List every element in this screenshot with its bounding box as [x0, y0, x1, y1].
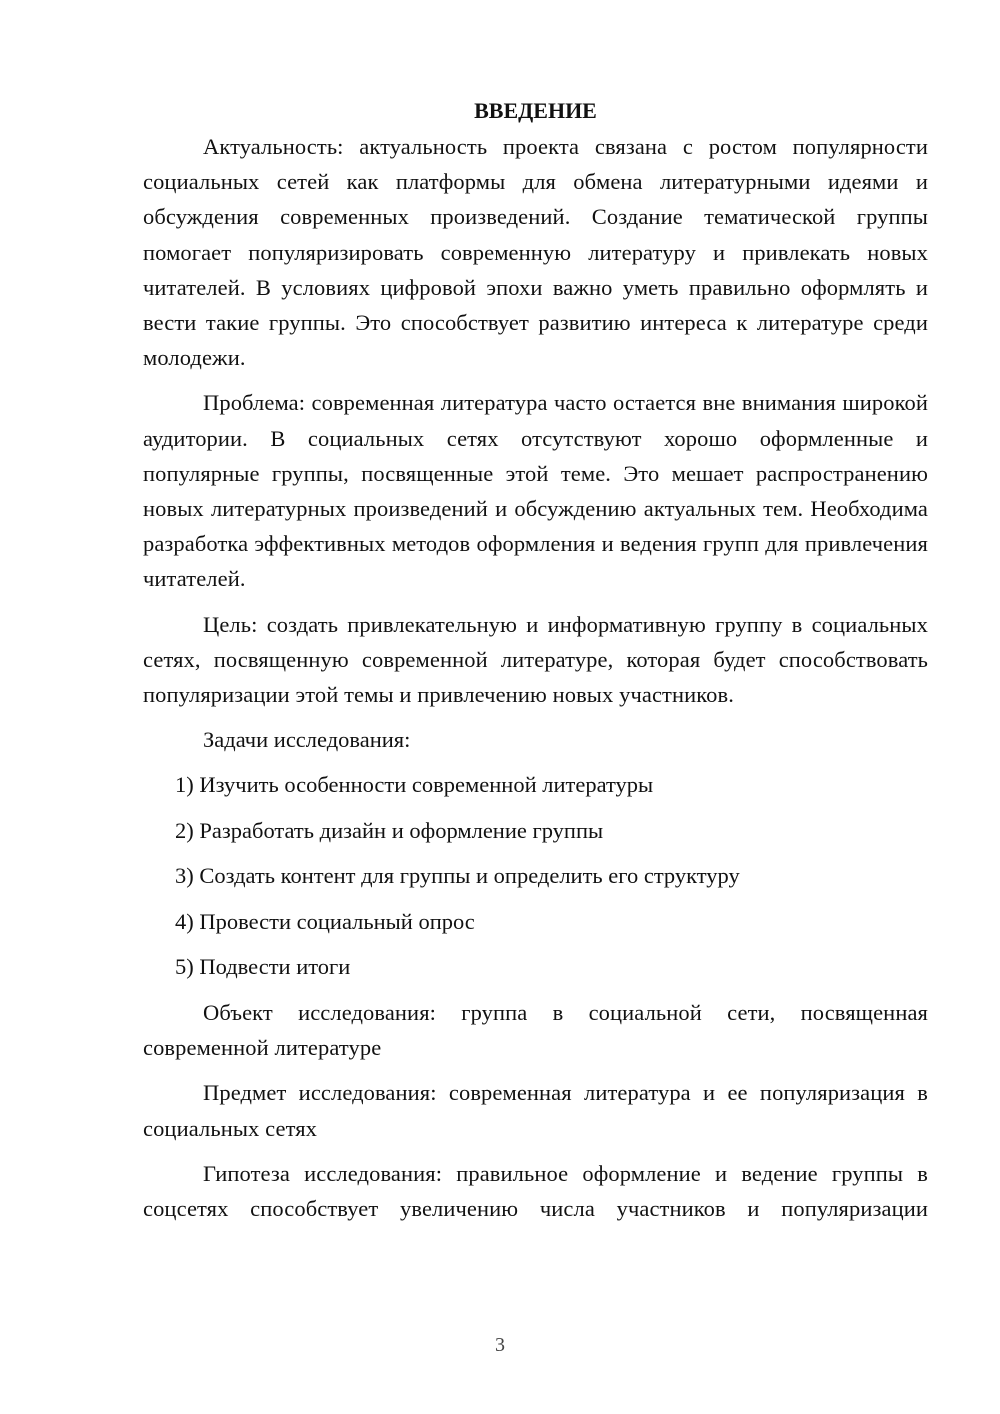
page-number: 3	[495, 1334, 505, 1356]
tasks-list	[143, 767, 928, 984]
tasks-heading: Задачи исследования:	[203, 727, 411, 753]
document-page	[143, 95, 928, 1236]
problem-paragraph: Проблема: современная литература часто остается вне внимания широкой аудитории. В социальных сетях отсутствуют хорошо оформленные и популярные группы, посвященные этой теме. Это мешает распространению новых литературных произведений и обсуждению актуальных тем. Необходима разработка эффективных методов оформления и ведения групп для привлечения читателей.	[143, 390, 928, 592]
section-title: ВВЕДЕНИЕ	[474, 98, 597, 123]
object-paragraph: Объект исследования: группа в социальной сети, посвященная современной литературе	[143, 999, 928, 1061]
hypothesis-paragraph: Гипотеза исследования: правильное оформление и ведение группы в соцсетях способствует увеличению числа участников и популяризации	[143, 1160, 928, 1221]
task-item: 3) Создать контент для группы и определить его структуру	[175, 863, 740, 889]
relevance-paragraph: Актуальность: актуальность проекта связана с ростом популярности социальных сетей как платформы для обмена литературными идеями и обсуждения современных произведений. Создание тематической группы помогает популяризировать современную литературу и привлекать новых читателей. В условиях цифровой эпохи важно уметь правильно оформлять и вести такие группы. Это способствует развитию интереса к литературе среди молодежи.	[143, 134, 928, 371]
task-item: 4) Провести социальный опрос	[175, 908, 475, 934]
task-item: 2) Разработать дизайн и оформление группы	[175, 817, 604, 843]
task-item: 5) Подвести итоги	[175, 954, 351, 980]
goal-paragraph: Цель: создать привлекательную и информативную группу в социальных сетях, посвященную современной литературе, которая будет способствовать популяризации этой темы и привлечению новых участников.	[143, 611, 928, 708]
task-item: 1) Изучить особенности современной литературы	[175, 772, 654, 798]
subject-paragraph: Предмет исследования: современная литература и ее популяризация в социальных сетях	[143, 1080, 928, 1141]
